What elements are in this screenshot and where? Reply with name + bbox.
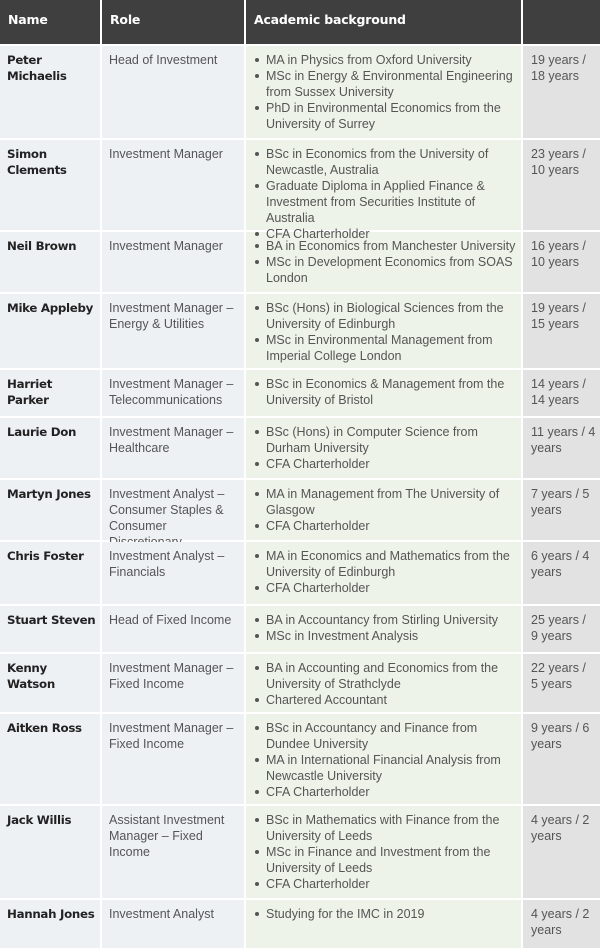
- cell-name: Neil Brown: [0, 232, 100, 292]
- cell-experience: 14 years / 14 years: [523, 370, 600, 416]
- academic-list: [252, 612, 517, 644]
- academic-item: MSc in Finance and Investment from the University of Leeds: [252, 844, 517, 876]
- cell-experience: 22 years / 5 years: [523, 654, 600, 712]
- cell-name: Martyn Jones: [0, 480, 100, 540]
- cell-name: Kenny Watson: [0, 654, 100, 712]
- header-academic-background: Academic background: [246, 0, 521, 44]
- header-name: Name: [0, 0, 100, 44]
- academic-list: [252, 548, 517, 596]
- academic-item: MSc in Investment Analysis: [252, 628, 517, 644]
- cell-role: Investment Manager – Healthcare: [102, 418, 244, 478]
- academic-list: [252, 238, 517, 286]
- cell-name: Peter Michaelis: [0, 46, 100, 138]
- academic-item: BSc in Economics from the University of Newcastle, Australia: [252, 146, 517, 178]
- academic-item: MA in Management from The University of Glasgow: [252, 486, 517, 518]
- academic-item: Chartered Accountant: [252, 692, 517, 708]
- cell-experience: 25 years / 9 years: [523, 606, 600, 652]
- cell-role: Investment Analyst: [102, 900, 244, 948]
- cell-name: Jack Willis: [0, 806, 100, 898]
- cell-role: Investment Manager – Fixed Income: [102, 714, 244, 804]
- academic-item: MA in Physics from Oxford University: [252, 52, 517, 68]
- cell-academic-background: [246, 46, 521, 138]
- cell-academic-background: [246, 542, 521, 604]
- academic-item: MSc in Environmental Management from Imperial College London: [252, 332, 517, 364]
- cell-name: Harriet Parker: [0, 370, 100, 416]
- academic-list: [252, 52, 517, 132]
- cell-academic-background: [246, 480, 521, 540]
- academic-item: BSc (Hons) in Biological Sciences from the University of Edinburgh: [252, 300, 517, 332]
- cell-academic-background: [246, 294, 521, 368]
- academic-item: BSc in Mathematics with Finance from the University of Leeds: [252, 812, 517, 844]
- cell-role: Investment Analyst – Consumer Staples & Consumer: [102, 480, 244, 540]
- academic-item: BA in Accountancy from Stirling University: [252, 612, 517, 628]
- cell-experience: 11 years / 4 years: [523, 418, 600, 478]
- academic-item: CFA Charterholder: [252, 784, 517, 800]
- cell-academic-background: [246, 370, 521, 416]
- academic-item: BA in Accounting and Economics from the University of Strathclyde: [252, 660, 517, 692]
- cell-academic-background: [246, 654, 521, 712]
- cell-role: Investment Manager – Fixed Income: [102, 654, 244, 712]
- academic-item: MSc in Development Economics from SOAS London: [252, 254, 517, 286]
- academic-item: BSc (Hons) in Computer Science from Durham University: [252, 424, 517, 456]
- cell-role: Head of Investment: [102, 46, 244, 138]
- cell-name: Hannah Jones: [0, 900, 100, 948]
- academic-list: [252, 300, 517, 364]
- academic-list: [252, 146, 517, 242]
- cell-experience: 19 years / 15 years: [523, 294, 600, 368]
- cell-academic-background: [246, 900, 521, 948]
- cell-name: Laurie Don: [0, 418, 100, 478]
- cell-name: Mike Appleby: [0, 294, 100, 368]
- academic-list: [252, 424, 517, 472]
- cell-experience: 4 years / 2 years: [523, 806, 600, 898]
- cell-role: Investment Manager – Energy & Utilities: [102, 294, 244, 368]
- header-role: Role: [102, 0, 244, 44]
- cell-role: Investment Manager: [102, 232, 244, 292]
- cell-role: Investment Manager – Telecommunications: [102, 370, 244, 416]
- academic-item: BSc in Accountancy and Finance from Dundee University: [252, 720, 517, 752]
- cell-academic-background: [246, 714, 521, 804]
- cell-role: Investment Analyst – Financials: [102, 542, 244, 604]
- academic-list: [252, 720, 517, 800]
- academic-list: [252, 486, 517, 534]
- academic-item: Graduate Diploma in Applied Finance & Investment from Securities Institute of Australia: [252, 178, 517, 226]
- cell-experience: 19 years / 18 years: [523, 46, 600, 138]
- academic-item: CFA Charterholder: [252, 226, 517, 242]
- cell-academic-background: [246, 806, 521, 898]
- cell-academic-background: [246, 140, 521, 241]
- academic-item: BA in Economics from Manchester University: [252, 238, 517, 254]
- academic-item: MSc in Energy & Environmental Engineering from Sussex University: [252, 68, 517, 100]
- cell-academic-background: [246, 418, 521, 478]
- cell-name: Simon Clements: [0, 140, 100, 230]
- cell-experience: 7 years / 5 years: [523, 480, 600, 540]
- cell-academic-background: [246, 606, 521, 652]
- cell-experience: 4 years / 2 years: [523, 900, 600, 948]
- cell-experience: 9 years / 6 years: [523, 714, 600, 804]
- cell-academic-background: [246, 232, 521, 292]
- academic-item: CFA Charterholder: [252, 456, 517, 472]
- academic-list: [252, 660, 517, 708]
- academic-item: PhD in Environmental Economics from the University of Surrey: [252, 100, 517, 132]
- academic-item: BSc in Economics & Management from the University of Bristol: [252, 376, 517, 408]
- cell-role: Assistant Investment Manager – Fixed Income: [102, 806, 244, 898]
- academic-item: MA in Economics and Mathematics from the University of Edinburgh: [252, 548, 517, 580]
- cell-name: Aitken Ross: [0, 714, 100, 804]
- cell-name: Stuart Steven: [0, 606, 100, 652]
- cell-name: Chris Foster: [0, 542, 100, 604]
- header-experience: [523, 0, 600, 44]
- academic-item: MA in International Financial Analysis from Newcastle University: [252, 752, 517, 784]
- academic-item: CFA Charterholder: [252, 580, 517, 596]
- cell-experience: 6 years / 4 years: [523, 542, 600, 604]
- academic-item: Studying for the IMC in 2019: [252, 906, 517, 922]
- cell-experience: 23 years / 10 years: [523, 140, 600, 230]
- academic-list: [252, 812, 517, 892]
- cell-experience: 16 years / 10 years: [523, 232, 600, 292]
- academic-list: [252, 376, 517, 408]
- cell-role: Investment Manager: [102, 140, 244, 230]
- academic-item: CFA Charterholder: [252, 518, 517, 534]
- cell-role: Head of Fixed Income: [102, 606, 244, 652]
- academic-list: [252, 906, 517, 922]
- academic-item: CFA Charterholder: [252, 876, 517, 892]
